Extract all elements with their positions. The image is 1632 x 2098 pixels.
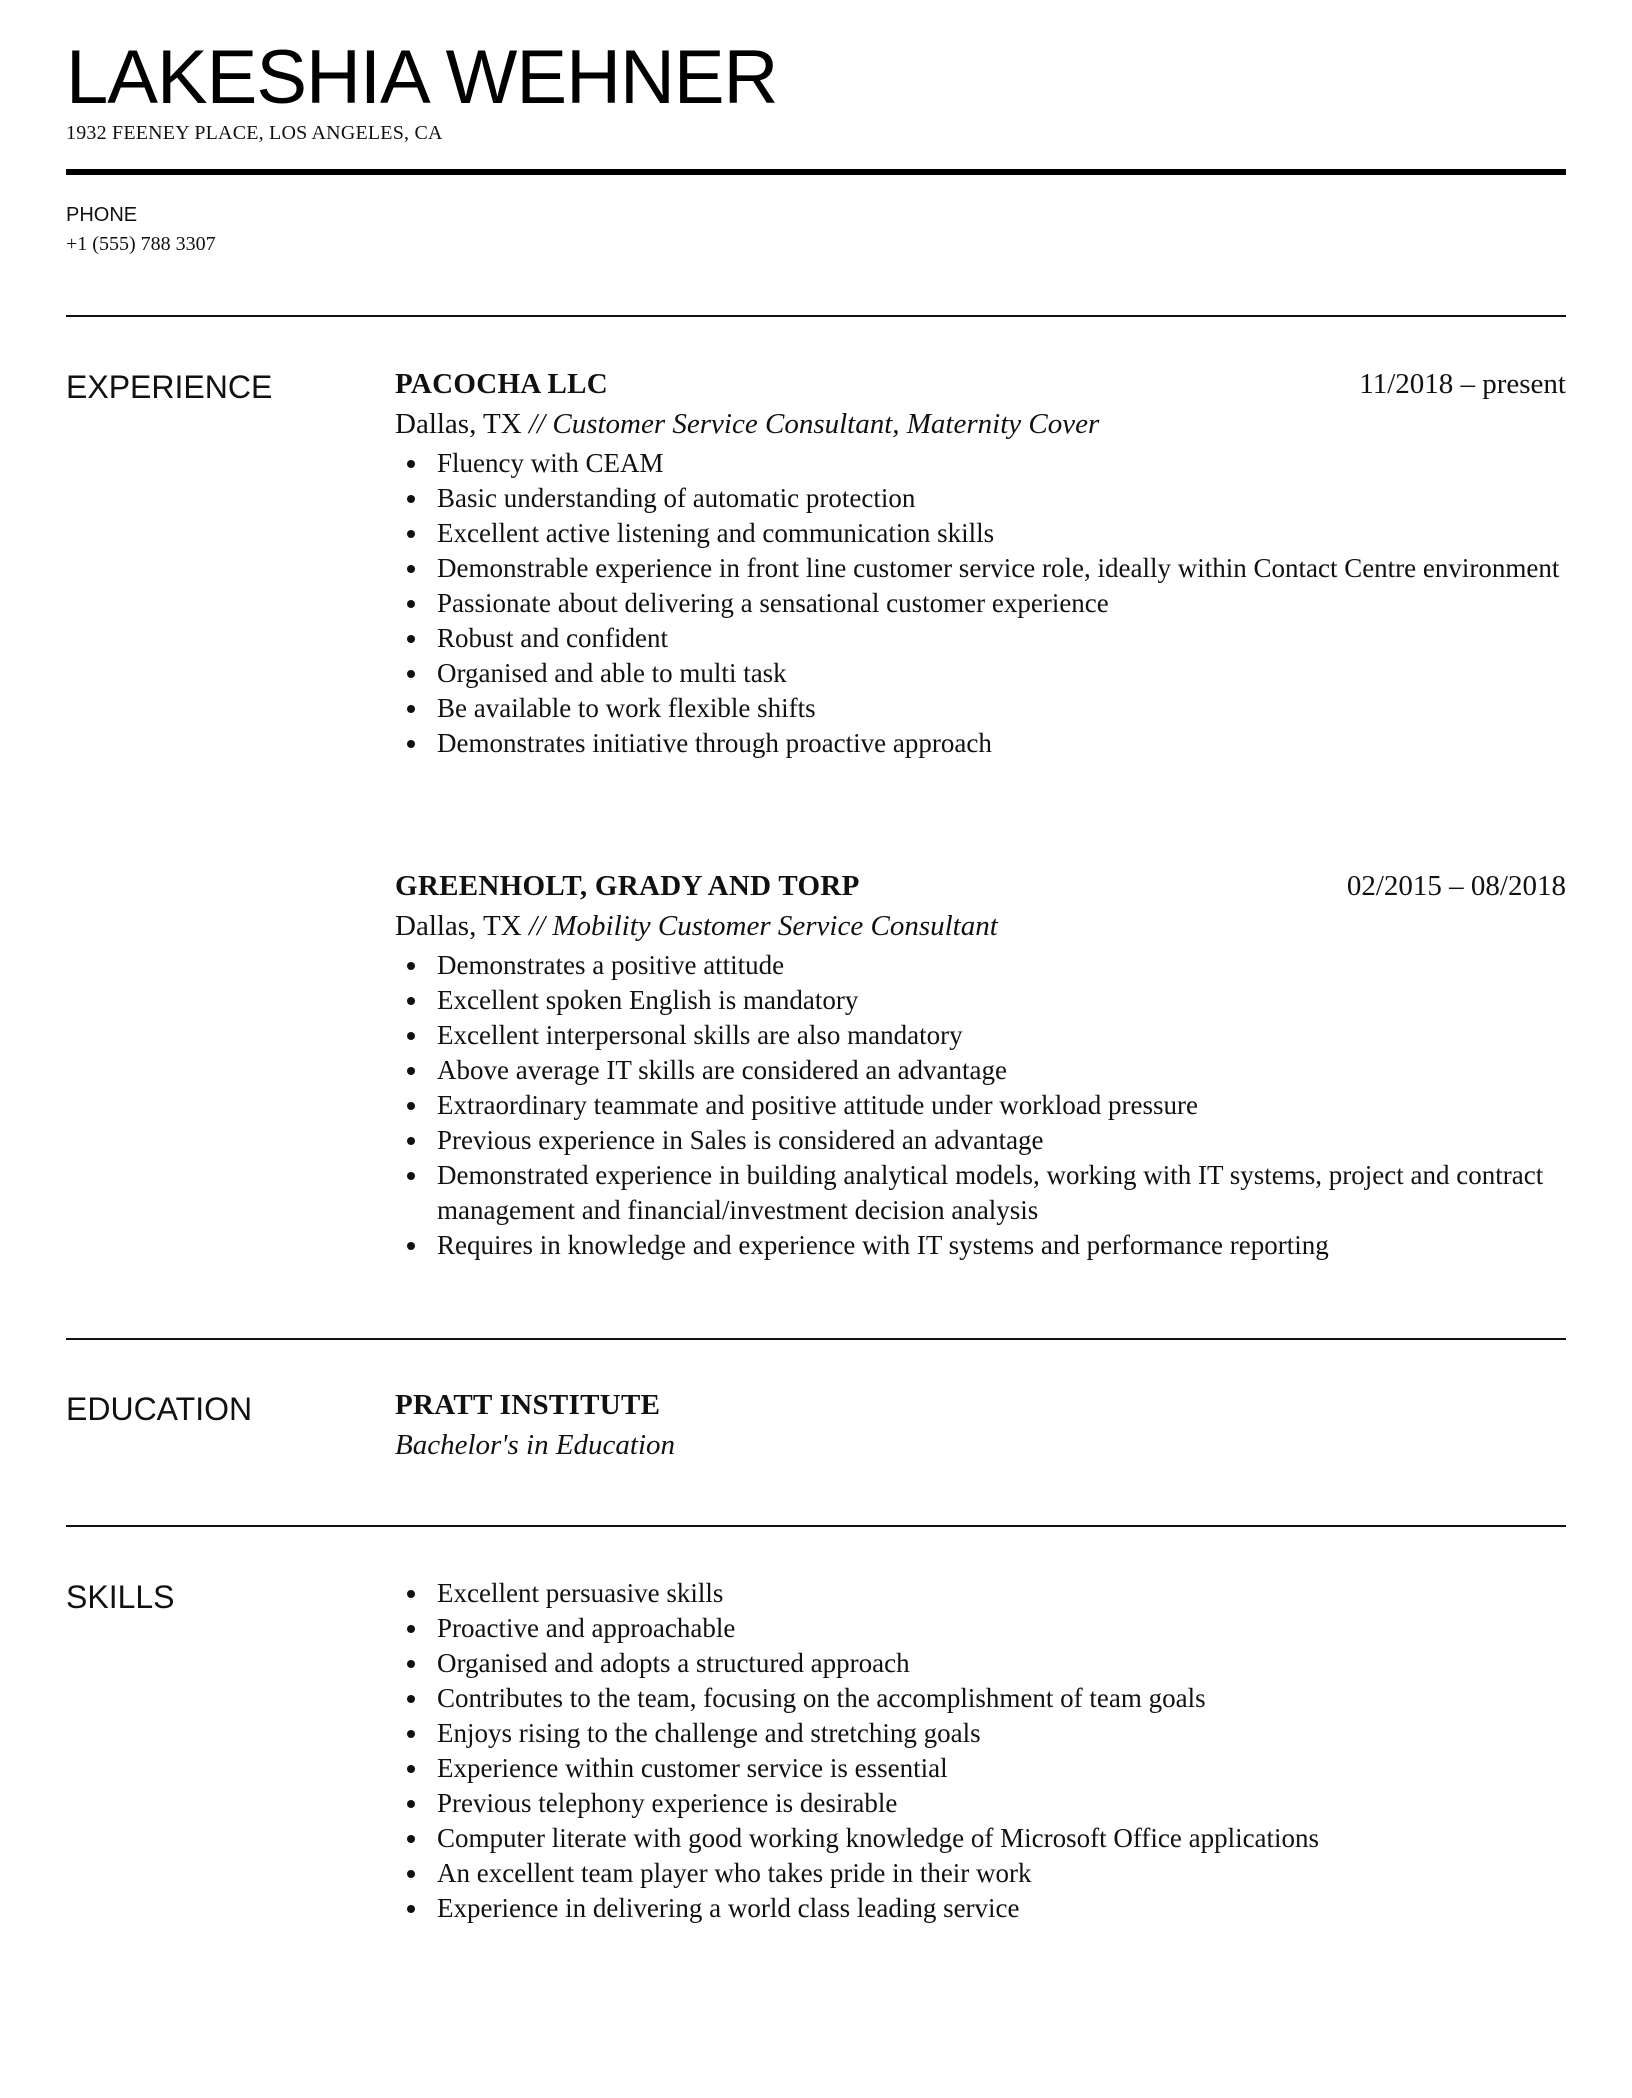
list-item: Robust and confident <box>395 621 1566 656</box>
skills-list <box>395 1576 1566 1926</box>
resume-page <box>66 0 1566 2098</box>
list-item: Demonstrates initiative through proactive approach <box>395 726 1566 761</box>
list-item: Excellent interpersonal skills are also mandatory <box>395 1018 1566 1053</box>
candidate-name: LAKESHIA WEHNER <box>66 35 778 120</box>
job-bullets <box>395 948 1566 1263</box>
list-item: Organised and adopts a structured approach <box>395 1646 1566 1681</box>
job-location: Dallas, TX <box>395 408 522 440</box>
list-item: Demonstrable experience in front line customer service role, ideally within Contact Centre environment <box>395 551 1566 586</box>
job-dates: 11/2018 – present <box>1359 368 1566 400</box>
section-divider <box>66 1338 1566 1340</box>
job-bullets <box>395 446 1566 761</box>
list-item: Excellent persuasive skills <box>395 1576 1566 1611</box>
job-header <box>395 364 1566 404</box>
job-subtitle <box>395 906 1566 946</box>
job-dates: 02/2015 – 08/2018 <box>1346 870 1566 902</box>
list-item: Excellent spoken English is mandatory <box>395 983 1566 1018</box>
section-divider <box>66 1525 1566 1527</box>
job-separator: // <box>528 408 546 440</box>
candidate-address: 1932 FEENEY PLACE, LOS ANGELES, CA <box>66 122 443 144</box>
list-item: Contributes to the team, focusing on the accomplishment of team goals <box>395 1681 1566 1716</box>
list-item: Organised and able to multi task <box>395 656 1566 691</box>
job-separator: // <box>528 910 546 942</box>
list-item: Excellent active listening and communication skills <box>395 516 1566 551</box>
list-item: Demonstrates a positive attitude <box>395 948 1566 983</box>
list-item: Extraordinary teammate and positive attitude under workload pressure <box>395 1088 1566 1123</box>
phone-label: PHONE <box>66 204 138 226</box>
list-item: Above average IT skills are considered an advantage <box>395 1053 1566 1088</box>
job-location: Dallas, TX <box>395 910 522 942</box>
list-item: Computer literate with good working knowledge of Microsoft Office applications <box>395 1821 1566 1856</box>
list-item: Demonstrated experience in building analytical models, working with IT systems, project and contract management and financial/investment decision analysis <box>395 1158 1566 1228</box>
job-role: Customer Service Consultant, Maternity Cover <box>552 408 1100 440</box>
list-item: Be available to work flexible shifts <box>395 691 1566 726</box>
list-item: Experience within customer service is essential <box>395 1751 1566 1786</box>
list-item: Passionate about delivering a sensational customer experience <box>395 586 1566 621</box>
list-item: Proactive and approachable <box>395 1611 1566 1646</box>
list-item: Enjoys rising to the challenge and stretching goals <box>395 1716 1566 1751</box>
job-header <box>395 866 1566 906</box>
list-item: Requires in knowledge and experience with IT systems and performance reporting <box>395 1228 1566 1263</box>
list-item: Previous experience in Sales is considered an advantage <box>395 1123 1566 1158</box>
list-item: Experience in delivering a world class leading service <box>395 1891 1566 1926</box>
job-subtitle <box>395 404 1566 444</box>
job-entry <box>395 364 1566 761</box>
education-heading: EDUCATION <box>66 1391 253 1427</box>
list-item: An excellent team player who takes pride in their work <box>395 1856 1566 1891</box>
list-item: Previous telephony experience is desirable <box>395 1786 1566 1821</box>
education-entry <box>395 1385 1566 1465</box>
header-divider <box>66 169 1566 175</box>
experience-heading: EXPERIENCE <box>66 369 273 405</box>
section-divider <box>66 315 1566 317</box>
job-role: Mobility Customer Service Consultant <box>552 910 998 942</box>
phone-value: +1 (555) 788 3307 <box>66 233 216 255</box>
job-entry <box>395 866 1566 1263</box>
job-company: PACOCHA LLC <box>395 368 609 400</box>
degree-name: Bachelor's in Education <box>395 1429 676 1461</box>
list-item: Basic understanding of automatic protection <box>395 481 1566 516</box>
job-company: GREENHOLT, GRADY AND TORP <box>395 870 860 902</box>
skills-list-wrapper <box>395 1574 1566 1926</box>
list-item: Fluency with CEAM <box>395 446 1566 481</box>
skills-heading: SKILLS <box>66 1579 175 1615</box>
school-name: PRATT INSTITUTE <box>395 1389 661 1421</box>
